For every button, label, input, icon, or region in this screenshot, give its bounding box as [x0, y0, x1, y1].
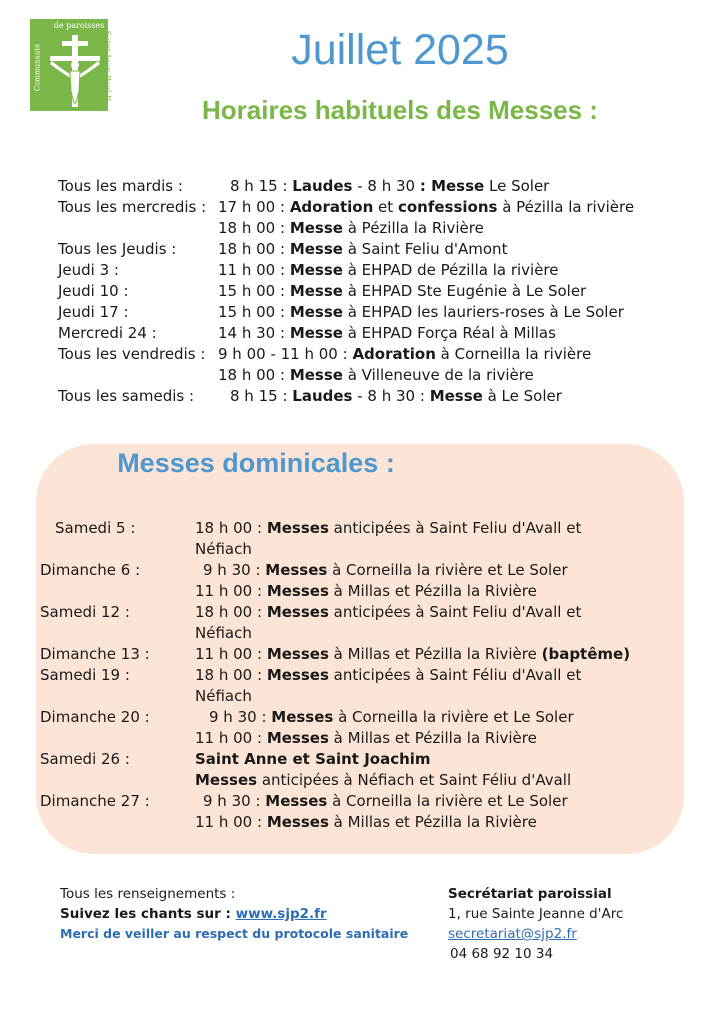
weekly-details: 9 h 00 - 11 h 00 : Adoration à Corneilla la rivière — [218, 345, 592, 363]
sunday-label: Dimanche 27 : — [40, 792, 150, 810]
weekly-label: Mercredi 24 : — [58, 324, 157, 342]
weekly-label: Jeudi 10 : — [58, 282, 129, 300]
sunday-details: Néfiach — [195, 687, 252, 705]
sunday-details: 11 h 00 : Messes à Millas et Pézilla la Rivière (baptême) — [195, 645, 631, 663]
sunday-details: Saint Anne et Saint Joachim — [195, 750, 431, 768]
page-title: Juillet 2025 — [291, 26, 509, 74]
sunday-details: Néfiach — [195, 624, 252, 642]
sunday-details: 11 h 00 : Messes à Millas et Pézilla la Rivière — [195, 813, 537, 831]
sunday-label: Samedi 19 : — [40, 666, 130, 684]
chants-link[interactable]: www.sjp2.fr — [235, 906, 327, 922]
sunday-label: Samedi 26 : — [40, 750, 130, 768]
weekly-details: 8 h 15 : Laudes - 8 h 30 : Messe à Le Soler — [230, 387, 562, 405]
sunday-details: Messes anticipées à Néfiach et Saint Féliu d'Avall — [195, 771, 572, 789]
weekly-details: 18 h 00 : Messe à Pézilla la Rivière — [218, 219, 484, 237]
footer-left — [60, 884, 408, 944]
weekly-label: Tous les mardis : — [58, 177, 183, 195]
weekly-details: 17 h 00 : Adoration et confessions à Pézilla la rivière — [218, 198, 635, 216]
sunday-details: 18 h 00 : Messes anticipées à Saint Feliu d'Avall et — [195, 603, 582, 621]
sunday-details: 9 h 30 : Messes à Corneilla la rivière et Le Soler — [209, 708, 574, 726]
sunday-details: Néfiach — [195, 540, 252, 558]
page-subtitle: Horaires habituels des Messes : — [202, 95, 598, 125]
weekly-details: 11 h 00 : Messe à EHPAD de Pézilla la rivière — [218, 261, 559, 279]
logo-left-text: Communauté — [33, 43, 42, 92]
weekly-label: Tous les vendredis : — [58, 345, 206, 363]
logo-top-text: de paroisses — [53, 21, 105, 30]
weekly-label: Tous les Jeudis : — [58, 240, 177, 258]
protocol-notice: Merci de veiller au respect du protocole sanitaire — [60, 926, 409, 941]
weekly-details: 18 h 00 : Messe à Saint Feliu d'Amont — [218, 240, 508, 258]
weekly-details: 15 h 00 : Messe à EHPAD Ste Eugénie à Le Soler — [218, 282, 587, 300]
sunday-label: Dimanche 6 : — [40, 561, 141, 579]
footer-right — [448, 884, 623, 964]
sunday-masses-title: Messes dominicales : — [117, 448, 395, 478]
chants-line — [60, 904, 408, 924]
sunday-details: 11 h 00 : Messes à Millas et Pézilla la Rivière — [195, 729, 537, 747]
sunday-details: 18 h 00 : Messes anticipées à Saint Féliu d'Avall et — [195, 666, 582, 684]
sunday-details: 18 h 00 : Messes anticipées à Saint Feliu d'Avall et — [195, 519, 582, 537]
secretariat-email[interactable]: secretariat@sjp2.fr — [448, 926, 577, 942]
sunday-details: 9 h 30 : Messes à Corneilla la rivière et Le Soler — [203, 792, 568, 810]
weekly-details: 18 h 00 : Messe à Villeneuve de la rivière — [218, 366, 534, 384]
weekly-label: Tous les samedis : — [58, 387, 195, 405]
sunday-details: 9 h 30 : Messes à Corneilla la rivière et Le Soler — [203, 561, 568, 579]
info-text: Tous les renseignements : — [60, 886, 236, 902]
logo-side-text: Saint Jean-Paul II — [103, 30, 112, 102]
secretariat-phone: 04 68 92 10 34 — [450, 946, 554, 962]
sunday-label: Dimanche 20 : — [40, 708, 150, 726]
weekly-details: 8 h 15 : Laudes - 8 h 30 : Messe Le Soler — [230, 177, 550, 195]
logo-side-label — [95, 20, 115, 112]
weekly-label: Jeudi 17 : — [58, 303, 129, 321]
weekly-label: Tous les mercredis : — [58, 198, 207, 216]
chants-label: Suivez les chants sur : — [60, 906, 236, 922]
sunday-label: Samedi 12 : — [40, 603, 130, 621]
sunday-details: 11 h 00 : Messes à Millas et Pézilla la Rivière — [195, 582, 537, 600]
weekly-details: 15 h 00 : Messe à EHPAD les lauriers-roses à Le Soler — [218, 303, 624, 321]
sunday-label: Dimanche 13 : — [40, 645, 150, 663]
secretariat-address: 1, rue Sainte Jeanne d'Arc — [448, 906, 624, 922]
secretariat-title: Secrétariat paroissial — [448, 886, 612, 902]
weekly-label: Jeudi 3 : — [58, 261, 119, 279]
sunday-label: Samedi 5 : — [55, 519, 136, 537]
weekly-details: 14 h 30 : Messe à EHPAD Força Réal à Millas — [218, 324, 556, 342]
